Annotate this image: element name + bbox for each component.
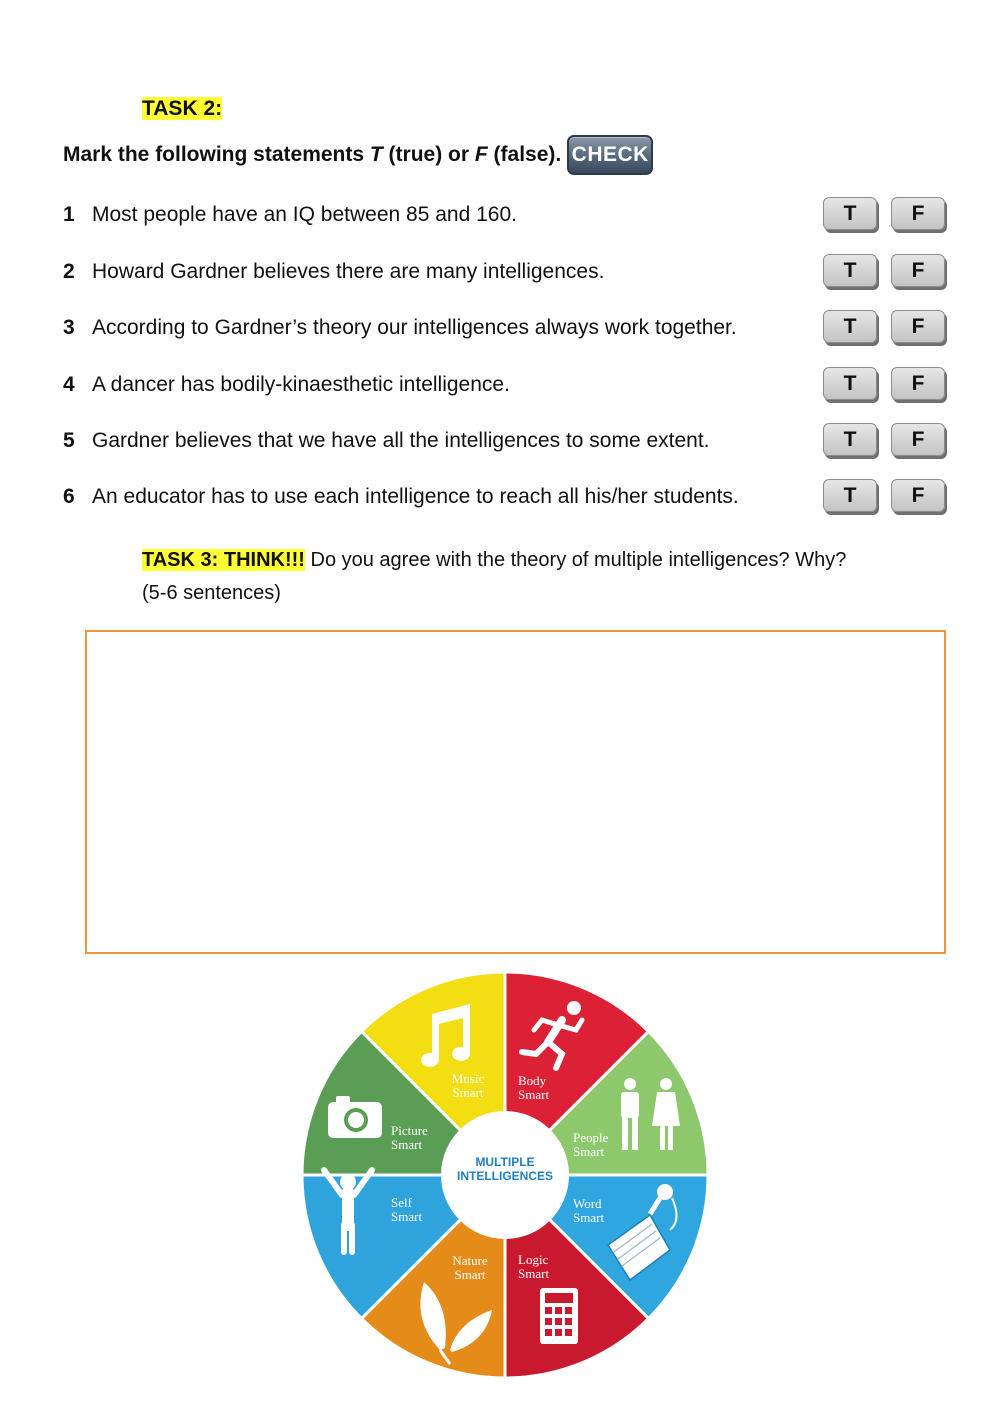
instruction-text: Mark the following statements bbox=[63, 143, 370, 166]
statement-text: Most people have an IQ between 85 and 160. bbox=[92, 203, 517, 226]
word-label-2: Smart bbox=[573, 1210, 605, 1225]
instruction-f: F bbox=[474, 143, 488, 166]
statement-row bbox=[63, 254, 953, 294]
body-label-2: Smart bbox=[518, 1087, 550, 1102]
logic-label-2: Smart bbox=[518, 1266, 550, 1281]
statement-row bbox=[63, 310, 953, 350]
statement-row bbox=[63, 367, 953, 407]
self-label-1: Self bbox=[391, 1195, 412, 1210]
false-button[interactable]: F bbox=[891, 254, 945, 287]
multiple-intelligences-wheel bbox=[300, 970, 710, 1380]
statement-row bbox=[63, 423, 953, 463]
statement-text: An educator has to use each intelligence to reach all his/her students. bbox=[92, 485, 739, 508]
people-label-2: Smart bbox=[573, 1144, 605, 1159]
music-label-1: Music bbox=[451, 1071, 485, 1086]
task3-question: Do you agree with the theory of multiple intelligences? Why? bbox=[304, 549, 847, 571]
statement-number: 5 bbox=[63, 429, 75, 452]
answer-box[interactable] bbox=[85, 630, 946, 954]
task3-prompt bbox=[142, 544, 932, 610]
statement-number: 3 bbox=[63, 316, 75, 339]
music-label-2: Smart bbox=[452, 1085, 484, 1100]
check-button[interactable]: CHECK bbox=[567, 135, 653, 175]
task2-instruction bbox=[63, 135, 653, 175]
false-button[interactable]: F bbox=[891, 367, 945, 400]
true-button[interactable]: T bbox=[823, 423, 877, 456]
statement-text: Howard Gardner believes there are many intelligences. bbox=[92, 260, 605, 283]
false-button[interactable]: F bbox=[891, 479, 945, 512]
statement-number: 6 bbox=[63, 485, 75, 508]
true-button[interactable]: T bbox=[823, 310, 877, 343]
picture-label-2: Smart bbox=[391, 1137, 423, 1152]
statement-number: 4 bbox=[63, 373, 75, 396]
false-button[interactable]: F bbox=[891, 310, 945, 343]
false-button[interactable]: F bbox=[891, 197, 945, 230]
true-button[interactable]: T bbox=[823, 254, 877, 287]
statement-row bbox=[63, 479, 953, 519]
body-label-1: Body bbox=[518, 1073, 547, 1088]
word-label-1: Word bbox=[573, 1196, 602, 1211]
nature-label-2: Smart bbox=[454, 1267, 486, 1282]
true-button[interactable]: T bbox=[823, 197, 877, 230]
true-button[interactable]: T bbox=[823, 479, 877, 512]
statement-row bbox=[63, 197, 953, 237]
center-label-line1: MULTIPLE bbox=[475, 1155, 535, 1169]
self-label-2: Smart bbox=[391, 1209, 423, 1224]
center-label-line2: INTELLIGENCES bbox=[456, 1169, 554, 1183]
logic-label-1: Logic bbox=[518, 1252, 549, 1267]
instruction-false-text: (false). bbox=[487, 143, 562, 166]
statement-text: Gardner believes that we have all the intelligences to some extent. bbox=[92, 429, 710, 452]
statement-number: 2 bbox=[63, 260, 75, 283]
true-button[interactable]: T bbox=[823, 367, 877, 400]
statement-number: 1 bbox=[63, 203, 75, 226]
answer-textarea[interactable] bbox=[87, 632, 944, 952]
nature-label-1: Nature bbox=[452, 1253, 488, 1268]
camera-icon bbox=[328, 1096, 382, 1138]
statement-text: A dancer has bodily-kinaesthetic intelligence. bbox=[92, 373, 510, 396]
instruction-true-text: (true) or bbox=[382, 143, 475, 166]
people-label-1: People bbox=[573, 1130, 609, 1145]
statement-text: According to Gardner’s theory our intelligences always work together. bbox=[92, 316, 737, 339]
false-button[interactable]: F bbox=[891, 423, 945, 456]
calculator-icon bbox=[540, 1288, 578, 1344]
task3-note: (5-6 sentences) bbox=[142, 582, 281, 604]
task3-heading: TASK 3: THINK!!! bbox=[142, 549, 305, 571]
instruction-t: T bbox=[369, 143, 383, 166]
picture-label-1: Picture bbox=[391, 1123, 428, 1138]
task2-heading bbox=[142, 96, 222, 122]
task2-heading-text: TASK 2: bbox=[142, 97, 223, 120]
